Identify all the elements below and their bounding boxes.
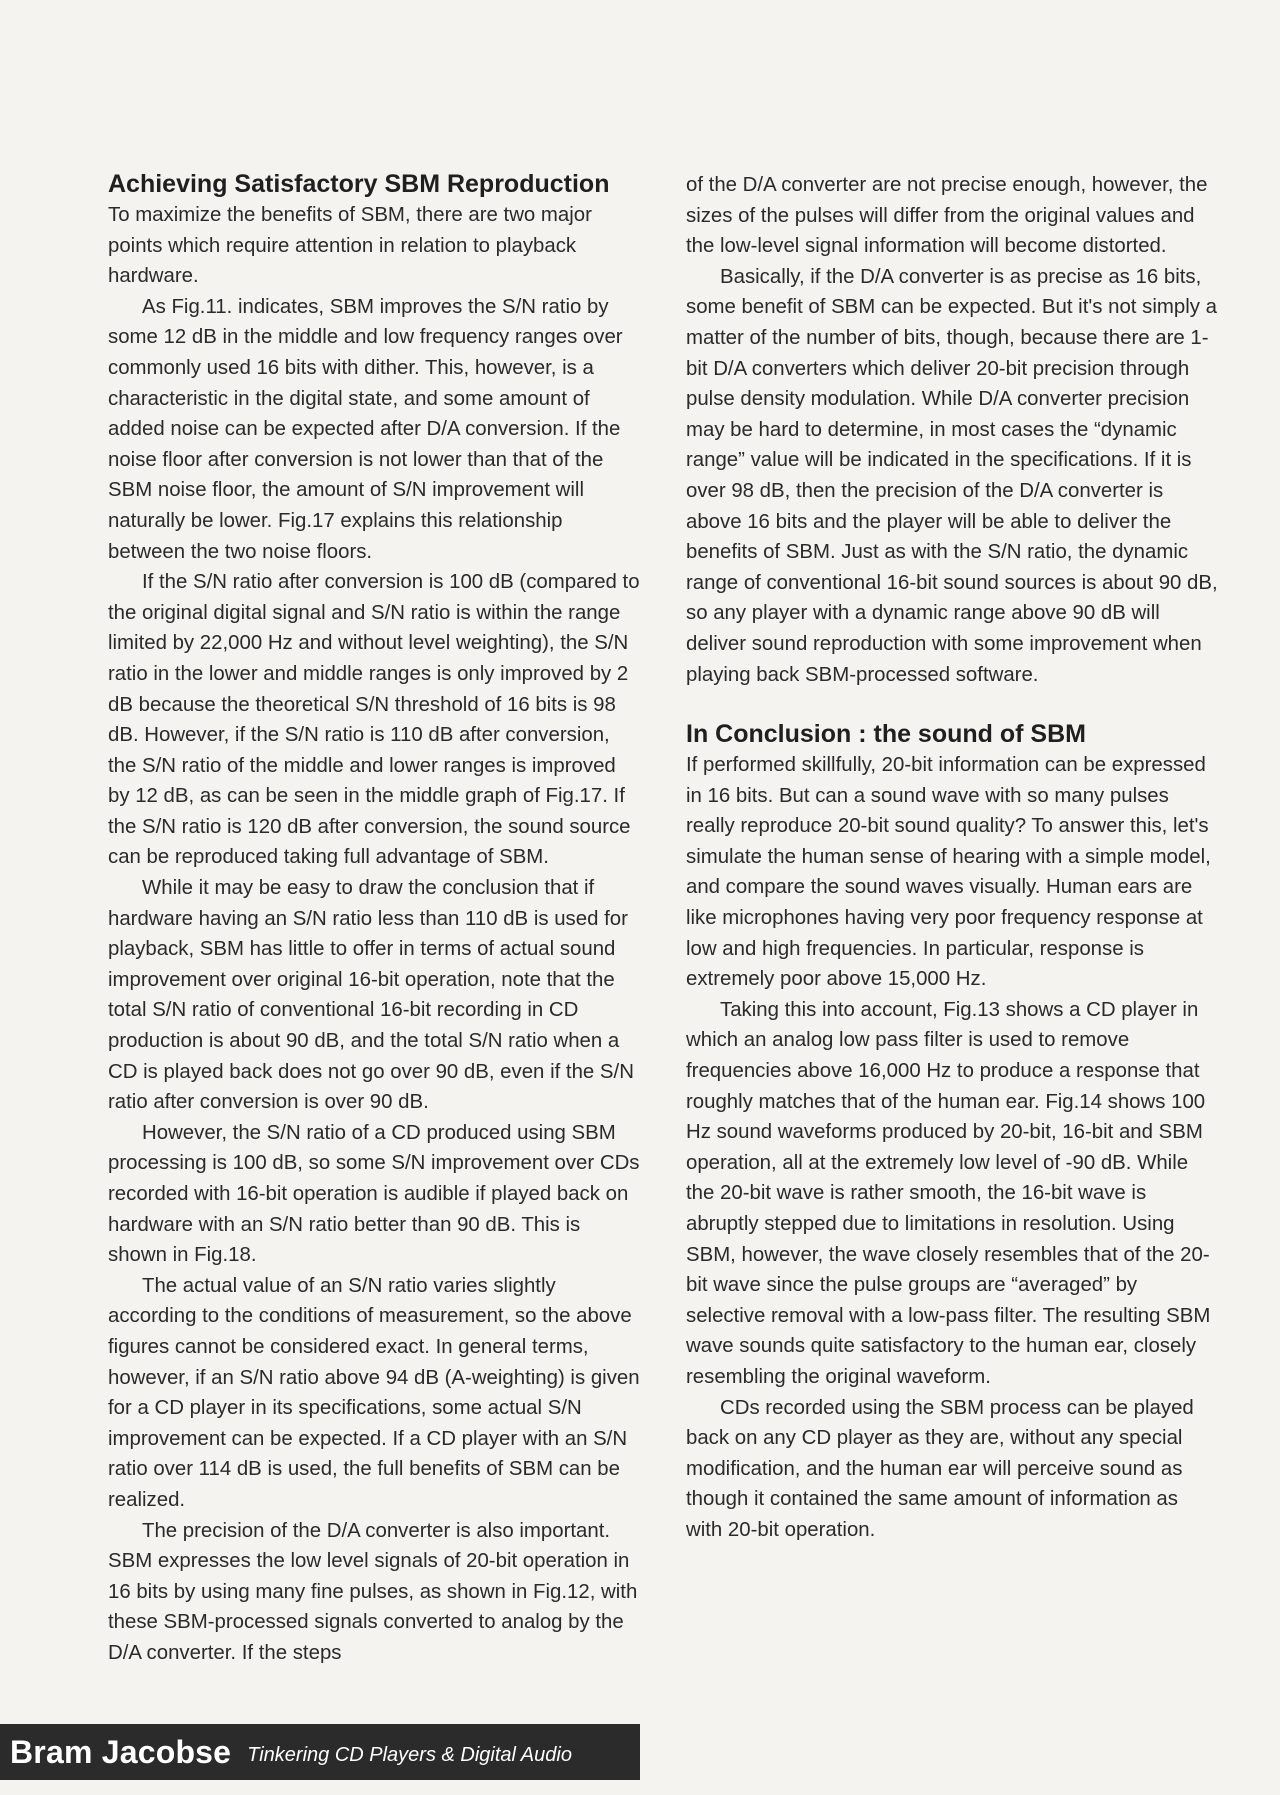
paragraph: CDs recorded using the SBM process can be played back on any CD player as they are, without any special modification, and the human ear will perceive sound as though it contained the same amount of information as with 20-bit operation. <box>686 1396 1194 1541</box>
paragraph: Taking this into account, Fig.13 shows a CD player in which an analog low pass filter is used to remove frequencies above 16,000 Hz to produce a response that roughly matches that of the human ear. Fig.14 shows 100 Hz sound waveforms produced by 20-bit, 16-bit and SBM operation, all at the extremely low level of -90 dB. While the 20-bit wave is rather smooth, the 16-bit wave is abruptly stepped due to limitations in resolution. Using SBM, however, the wave closely resembles that of the 20-bit wave since the pulse groups are “averaged” by selective removal with a low-pass filter. The resulting SBM wave sounds quite satisfactory to the human ear, closely resembling the original waveform. <box>686 998 1211 1388</box>
footer-banner <box>0 1724 640 1780</box>
footer-author: Bram Jacobse <box>10 1733 232 1770</box>
paragraph: However, the S/N ratio of a CD produced using SBM processing is 100 dB, so some S/N improvement over CDs recorded with 16-bit operation is audible if played back on hardware with an S/N ratio better than 90 dB. This is shown in Fig.18. <box>108 1121 640 1267</box>
paragraph: If performed skillfully, 20-bit information can be expressed in 16 bits. But can a sound wave with so many pulses really reproduce 20-bit sound quality? To answer this, let's simulate the human sense of hearing with a simple model, and compare the sound waves visually. Human ears are like microphones having very poor frequency response at low and high frequencies. In particular, response is extremely poor above 15,000 Hz. <box>686 754 1211 991</box>
paragraph: As Fig.11. indicates, SBM improves the S/N ratio by some 12 dB in the middle and low frequency ranges over commonly used 16 bits with dither. This, however, is a characteristic in the digital state, and some amount of added noise can be expected after D/A conversion. If the noise floor after conversion is not lower than that of the SBM noise floor, the amount of S/N improvement will naturally be lower. Fig.17 explains this relationship between the two noise floors. <box>108 295 623 563</box>
footer-subtitle: Tinkering CD Players & Digital Audio <box>247 1743 572 1766</box>
paragraph: of the D/A converter are not precise enough, however, the sizes of the pulses will differ from the original values and the low-level signal information will become distorted. <box>686 174 1208 258</box>
section-heading-conclusion: In Conclusion : the sound of SBM <box>686 720 1086 749</box>
paragraph: To maximize the benefits of SBM, there are two major points which require attention in relation to playback hardware. <box>108 204 592 288</box>
paragraph: If the S/N ratio after conversion is 100 dB (compared to the original digital signal and S/N ratio is within the range limited by 22,000 Hz and without level weighting), the S/N ratio in the lower and middle ranges is only improved by 2 dB because the theoretical S/N threshold of 16 bits is 98 dB. However, if the S/N ratio is 110 dB after conversion, the S/N ratio of the middle and lower ranges is improved by 12 dB, as can be seen in the middle graph of Fig.17. If the S/N ratio is 120 dB after conversion, the sound source can be reproduced taking full advantage of SBM. <box>108 571 640 869</box>
right-column <box>686 170 1218 1546</box>
left-column <box>108 168 640 1669</box>
paragraph: The actual value of an S/N ratio varies slightly according to the conditions of measurement, so the above figures cannot be considered exact. In general terms, however, if an S/N ratio above 94 dB (A-weighting) is given for a CD player in its specifications, some actual S/N improvement can be expected. If a CD player with an S/N ratio over 114 dB is used, the full benefits of SBM can be realized. <box>108 1274 640 1511</box>
paragraph: The precision of the D/A converter is also important. SBM expresses the low level signals of 20-bit operation in 16 bits by using many fine pulses, as shown in Fig.12, with these SBM-processed signals converted to analog by the D/A converter. If the steps <box>108 1519 638 1664</box>
paragraph: Basically, if the D/A converter is as precise as 16 bits, some benefit of SBM can be expected. But it's not simply a matter of the number of bits, though, because there are 1-bit D/A converters which deliver 20-bit precision through pulse density modulation. While D/A converter precision may be hard to determine, in most cases the “dynamic range” value will be indicated in the specifications. If it is over 98 dB, then the precision of the D/A converter is above 16 bits and the player will be able to deliver the benefits of SBM. Just as with the S/N ratio, the dynamic range of conventional 16-bit sound sources is about 90 dB, so any player with a dynamic range above 90 dB will deliver sound reproduction with some improvement when playing back SBM-processed software. <box>686 265 1218 686</box>
paragraph: While it may be easy to draw the conclusion that if hardware having an S/N ratio less than 110 dB is used for playback, SBM has little to offer in terms of actual sound improvement over original 16-bit operation, note that the total S/N ratio of conventional 16-bit recording in CD production is about 90 dB, and the total S/N ratio when a CD is played back does not go over 90 dB, even if the S/N ratio after conversion is over 90 dB. <box>108 877 634 1114</box>
section-heading-sbm-reproduction: Achieving Satisfactory SBM Reproduction <box>108 170 610 198</box>
